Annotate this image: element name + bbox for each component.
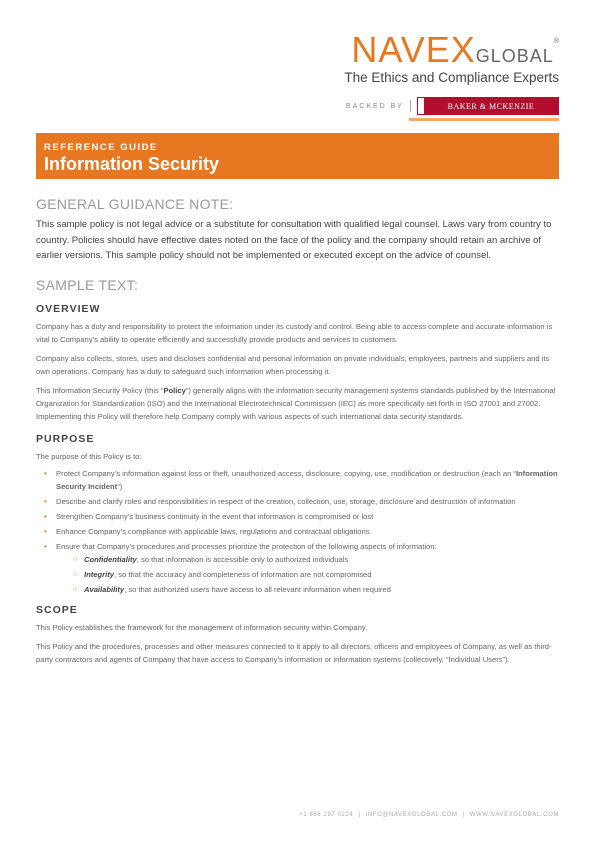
purpose-heading: PURPOSE [36, 432, 95, 445]
partner-logo-text: BAKER & MCKENZIE [424, 98, 558, 114]
banner-kicker: REFERENCE GUIDE [44, 142, 158, 153]
purpose-intro: The purpose of this Policy is to: [36, 451, 142, 461]
overview-paragraph-2: Company also collects, stores, uses and discloses confidential and personal information on private individuals, employees, partners and suppliers and its own operations. Company has a duty to safeguard such information when processing it. [36, 353, 550, 376]
overview-heading: OVERVIEW [36, 302, 101, 315]
scope-paragraph-1: This Policy establishes the framework for the management of information security within Company. [36, 622, 368, 632]
bullet-icon: • [44, 511, 47, 521]
header-accent-line [409, 118, 559, 121]
guidance-text: This sample policy is not legal advice or a substitute for consultation with qualified legal counsel. Laws vary from country to country. Policies should have effective dates noted on the face of the policy and the company should retain an archive of earlier versions. This sample policy should not be implemented or executed except on the advice of counsel. [36, 219, 552, 261]
list-item: • Ensure that Company’s procedures and processes prioritize the protection of the following aspects of information: ○ Confidentiality, so that information is accessible only to authorized individuals ○ Integrity, so that the accuracy and completeness of information are not compromised ○ Availability, so that authorized users have access to all relevant information when required [36, 540, 559, 596]
purpose-list [36, 467, 559, 596]
backed-by-divider [410, 100, 411, 112]
aspects-sublist [56, 553, 559, 596]
logo-tagline: The Ethics and Compliance Experts [344, 70, 559, 85]
bullet-icon: • [44, 541, 47, 551]
policy-defined-term: Policy [163, 385, 186, 395]
footer-email-link[interactable]: INFO@NAVEXGLOBAL.COM [365, 812, 458, 818]
bullet-icon: • [44, 526, 47, 536]
logo-registered-mark: ® [553, 38, 559, 45]
overview-paragraph-3: This Information Security Policy (this “Policy”) generally aligns with the information security management systems standards published by the International Organization for Standardization (ISO) and the International Electrotechnical Commission (IEC) as more specifically set forth in ISO 27001 and 27002. Implementing this Policy will therefore help Company comply with various aspects of such international data security standards. [36, 385, 556, 421]
list-item: • Enhance Company’s compliance with applicable laws, regulations and contractual obligations [44, 526, 370, 536]
footer-phone: +1 866 297 0224 [299, 812, 354, 818]
list-item: • Strengthen Company’s business continuity in the event that information is compromised or lost [44, 511, 374, 521]
partner-logo [417, 97, 559, 115]
sub-bullet-icon: ○ [73, 555, 78, 563]
list-item: • Protect Company’s information against loss or theft, unauthorized access, disclosure, copying, use, modification or destruction (each an “Information Security Incident”) [44, 468, 558, 491]
sub-bullet-icon: ○ [73, 585, 78, 593]
backed-by-block [346, 97, 559, 115]
scope-paragraph-2: This Policy and the procedures, processes and other measures connected to it apply to all directors, officers and employees of Company, as well as third-party contractors and agents of Company that have access to Company’s information or information systems (collectively, “Individual Users”). [36, 641, 552, 664]
page-title: Information Security [44, 154, 220, 174]
logo-navex-text: NAVEX [351, 29, 476, 70]
sub-bullet-icon: ○ [73, 570, 78, 578]
backed-by-label: BACKED BY [345, 102, 404, 110]
guidance-heading: GENERAL GUIDANCE NOTE: [36, 196, 234, 212]
scope-heading: SCOPE [36, 603, 78, 616]
document-body [36, 196, 559, 672]
overview-paragraph-1: Company has a duty and responsibility to protect the information under its custody and control. Being able to access complete and accurate information is vital to Company’s ability to operate efficiently and successfully provide products and services to customers. [36, 321, 553, 344]
sublist-item: ○ Confidentiality, so that information is accessible only to authorized individuals [73, 554, 349, 564]
defined-term: Information Security Incident [56, 468, 558, 491]
list-item: • Describe and clarify roles and responsibilities in respect of the creation, collection, use, storage, disclosure and destruction of information [44, 496, 516, 506]
navex-global-logo [344, 29, 559, 85]
bullet-icon: • [44, 468, 47, 478]
logo-global-text: GLOBAL [475, 46, 554, 66]
sublist-item: ○ Integrity, so that the accuracy and completeness of information are not compromised [73, 569, 372, 579]
title-banner [36, 133, 559, 179]
footer-website-link[interactable]: WWW.NAVEXGLOBAL.COM [469, 812, 559, 818]
footer-contact: +1 866 297 0224 | INFO@NAVEXGLOBAL.COM | WWW.NAVEXGLOBAL.COM [299, 812, 559, 818]
sublist-item: ○ Availability, so that authorized users have access to all relevant information when required [73, 584, 391, 594]
bullet-icon: • [44, 496, 47, 506]
sample-text-heading: SAMPLE TEXT: [36, 276, 139, 293]
